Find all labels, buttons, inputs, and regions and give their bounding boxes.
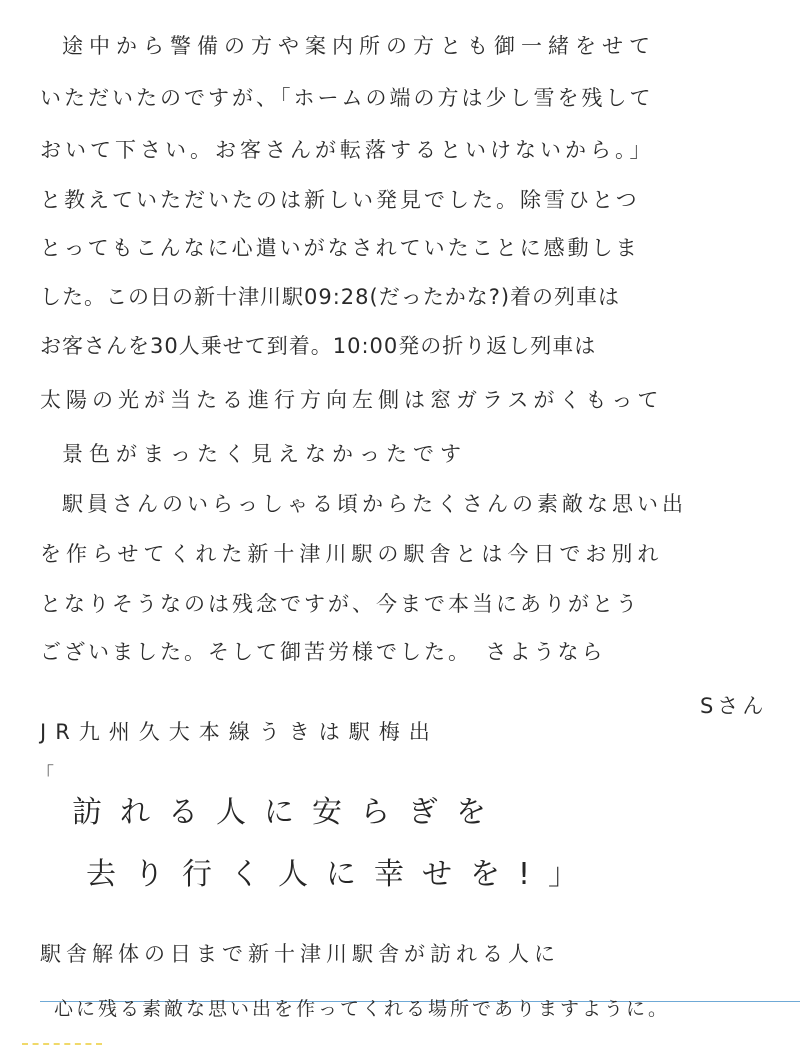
motto-line-1: 訪れる人に安らぎを — [72, 795, 504, 830]
signature: Sさん — [700, 694, 768, 718]
letter-line: 途中から警備の方や案内所の方とも御一緒をせて — [62, 34, 656, 58]
letter-line: を作らせてくれた新十津川駅の駅舎とは今日でお別れ — [40, 542, 664, 566]
letter-line: と教えていただいたのは新しい発見でした。除雪ひとつ — [40, 188, 640, 212]
letter-line: 太陽の光が当たる進行方向左側は窓ガラスがくもって — [40, 388, 664, 412]
section-heading: JR九州久大本線うきは駅梅出 — [40, 720, 439, 744]
letter-line: いただいたのですが、「ホームの端の方は少し雪を残して — [40, 86, 654, 110]
letter-line: 景色がまったく見えなかったです — [62, 442, 467, 466]
closing-line-1: 駅舎解体の日まで新十津川駅舎が訪れる人に — [40, 942, 560, 966]
quote-mark: 「 — [36, 764, 60, 785]
letter-line: とってもこんなに心遣いがなされていたことに感動しま — [40, 236, 640, 260]
closing-line-2: 心に残る素敵な思い出を作ってくれる場所でありますように。 — [54, 998, 671, 1020]
letter-line: おいて下さい。お客さんが転落するといけないから。」 — [40, 138, 655, 162]
letter-line: お客さんを30人乗せて到着。10:00発の折り返し列車は — [40, 334, 597, 358]
letter-line: した。この日の新十津川駅09:28(だったかな?)着の列車は — [40, 285, 621, 309]
letter-line: ございました。そして御苦労様でした。 さようなら — [40, 640, 606, 664]
letter-line: となりそうなのは残念ですが、今まで本当にありがとう — [40, 592, 640, 616]
letter-line: 駅員さんのいらっしゃる頃からたくさんの素敵な思い出 — [62, 492, 687, 516]
highlighter-mark — [22, 1043, 102, 1045]
motto-line-2: 去り行く人に幸せを!」 — [86, 857, 597, 892]
